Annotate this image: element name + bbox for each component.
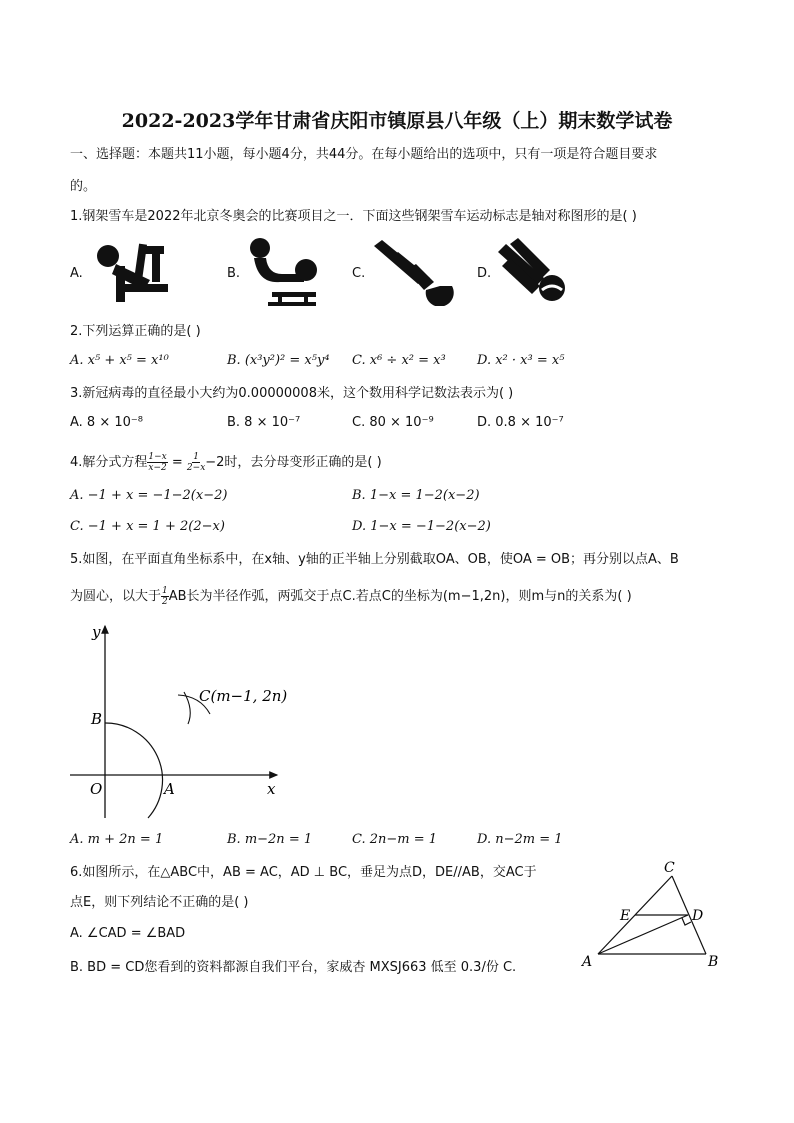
q4-stem-pre: 4.解分式方程 <box>70 454 148 470</box>
q5-line2-pre: 为圆心，以大于 <box>70 588 162 604</box>
q5-half-numerator: 1 <box>162 586 168 596</box>
q3-stem: 3.新冠病毒的直径最小大约为0.00000008米，这个数用科学记数法表示为( ) <box>70 386 514 401</box>
q3-option-a: A. 8 × 10⁻⁸ <box>70 415 143 430</box>
q2-option-d: D. x² · x³ = x⁵ <box>477 353 565 368</box>
q1-label-c: C. <box>352 266 366 281</box>
q4-fraction-1 <box>147 452 167 473</box>
q3-option-c: C. 80 × 10⁻⁹ <box>352 415 434 430</box>
label-b: B <box>91 710 103 728</box>
q5-option-c: C. 2n−m = 1 <box>352 832 438 847</box>
q4-stem-post: −2时，去分母变形正确的是( ) <box>205 454 382 470</box>
q6-option-a: A. ∠CAD = ∠BAD <box>70 926 186 941</box>
q1-figure-b <box>244 236 324 310</box>
q1-figure-a <box>88 236 178 308</box>
tri-label-c: C <box>664 860 675 876</box>
q5-half-fraction <box>161 586 169 607</box>
q5-option-a: A. m + 2n = 1 <box>70 832 164 847</box>
q4-option-b: B. 1−x = 1−2(x−2) <box>352 488 480 503</box>
tri-label-a: A <box>582 954 593 970</box>
q2-stem: 2.下列运算正确的是( ) <box>70 324 201 339</box>
q5-half-denominator: 2 <box>162 597 168 607</box>
q4-option-c: C. −1 + x = 1 + 2(2−x) <box>70 519 225 534</box>
q4-option-a: A. −1 + x = −1−2(x−2) <box>70 488 228 503</box>
arc-centered-o <box>105 723 163 818</box>
label-o: O <box>90 780 103 798</box>
q2-option-b: B. (x³y²)² = x⁵y⁴ <box>227 353 330 368</box>
page-title: 2022-2023学年甘肃省庆阳市镇原县八年级（上）期末数学试卷 <box>121 110 673 132</box>
q5-option-b: B. m−2n = 1 <box>227 832 313 847</box>
section-instructions-line2: 的。 <box>70 179 97 194</box>
label-y: y <box>92 623 101 641</box>
q5-line1: 5.如图，在平面直角坐标系中，在x轴、y轴的正半轴上分别截取OA、OB，使OA = OB；再分别以点A、B <box>70 552 679 567</box>
q5-line2-post: AB长为半径作弧，两弧交于点C.若点C的坐标为(m−1,2n)，则m与n的关系为( ) <box>168 588 632 604</box>
section-instructions-line1: 一、选择题：本题共11小题，每小题4分，共44分。在每小题给出的选项中，只有一项是符合题目要求 <box>70 147 658 162</box>
q2-option-c: C. x⁶ ÷ x² = x³ <box>352 353 446 368</box>
q3-option-d: D. 0.8 × 10⁻⁷ <box>477 415 564 430</box>
q4-frac1-denominator: x−2 <box>148 463 167 473</box>
tri-label-d: D <box>692 908 704 924</box>
q3-option-b: B. 8 × 10⁻⁷ <box>227 415 301 430</box>
q4-frac1-numerator: 1−x <box>148 452 167 462</box>
q4-frac2-numerator: 1 <box>193 452 199 462</box>
tri-label-e: E <box>620 908 631 924</box>
q1-label-a: A. <box>70 266 83 281</box>
q6-line2: 点E，则下列结论不正确的是( ) <box>70 895 249 910</box>
q4-equals: = <box>167 454 187 470</box>
q5-line2 <box>70 586 632 607</box>
q1-figure-c <box>368 238 454 306</box>
q5-coordinate-figure <box>60 618 300 823</box>
label-a: A <box>164 780 175 798</box>
q6-line1: 6.如图所示，在△ABC中，AB = AC，AD ⊥ BC，垂足为点D，DE//AB，交AC于 <box>70 865 537 880</box>
tri-label-b: B <box>708 954 719 970</box>
q6-triangle-figure <box>578 858 728 973</box>
q6-option-b: B. BD = CD您看到的资料都源自我们平台，家威杏 MXSJ663 低至 0.3/份 C. <box>70 960 517 975</box>
label-c: C(m−1, 2n) <box>199 687 288 705</box>
q4-fraction-2 <box>187 452 205 473</box>
q4-option-d: D. 1−x = −1−2(x−2) <box>352 519 491 534</box>
q4-frac2-denominator: 2−x <box>186 463 206 473</box>
label-x: x <box>267 780 276 798</box>
q4-stem <box>70 452 382 473</box>
q1-label-b: B. <box>227 266 241 281</box>
q5-option-d: D. n−2m = 1 <box>477 832 563 847</box>
q1-stem: 1.钢架雪车是2022年北京冬奥会的比赛项目之一．下面这些钢架雪车运动标志是轴对称图形的是( ) <box>70 209 637 224</box>
q1-label-d: D. <box>477 266 492 281</box>
q1-figure-d <box>494 238 570 308</box>
q2-option-a: A. x⁵ + x⁵ = x¹⁰ <box>70 353 169 368</box>
